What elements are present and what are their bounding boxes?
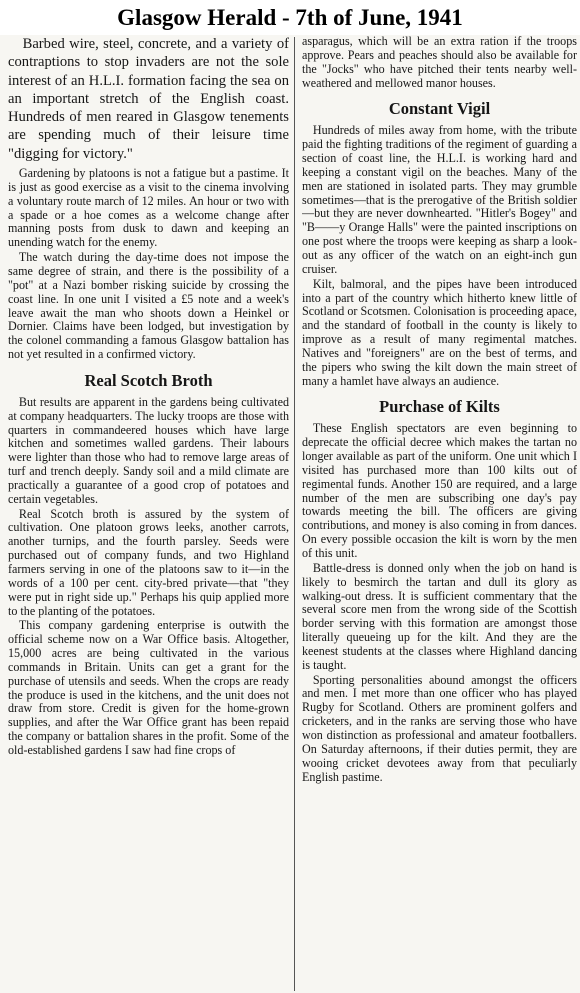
section-heading-real-scotch-broth: Real Scotch Broth	[84, 370, 213, 390]
article-paragraph: Real Scotch broth is assured by the system of cultivation. One platoon grows leeks, another carrots, another turnips, and the fourth parsley. Seeds were purchased out of company funds, and two Highland farmers serving in one of the platoons saw to it—in the words of a 100 per cent. city-bred private—that "they were put in right side up." Perhaps his quip applied more to the planting of the potatoes.	[8, 506, 289, 618]
section-heading-constant-vigil: Constant Vigil	[388, 99, 491, 119]
article-paragraph: This company gardening enterprise is outwith the official scheme now on a War Office basis. Altogether, 15,000 acres are being cultivated in the various commands in Britain. Units can get a grant for the purchase of utensils and seeds. When the crops are ready the produce is used in the kitchens, and the unit does not draw from store. Credit is given for the home-grown supplies, and after the War Office grant has been repaid the company or battalion shares in the profit. Some of the old-established gardens I saw had fine crops of	[8, 618, 289, 757]
section-heading-purchase-of-kilts: Purchase of Kilts	[379, 397, 500, 417]
column-divider	[294, 37, 295, 991]
article-paragraph: Gardening by platoons is not a fatigue but a pastime. It is just as good exercise as a visit to the cinema involving a voluntary route march of 12 miles. An hour or two with a spade or a hoe comes as a welcome change after manning posts from dusk to dawn and keeping an unending watch for the enemy.	[8, 166, 289, 250]
article-paragraph: The watch during the day-time does not impose the same degree of strain, and there is the possibility of a "pot" at a Nazi bomber risking suicide by crossing the coast line. In one unit I visited a £5 note and a week's leave await the man who shoots down a Heinkel or Dornier. Claims have been lodged, but investigation by the colonel commanding a famous Glasgow battalion has not yet resulted in a confirmed victory.	[8, 250, 289, 362]
newspaper-clipping	[0, 35, 580, 993]
lead-paragraph: Barbed wire, steel, concrete, and a variety of contraptions to stop invaders are not the sole interest of an H.L.I. formation facing the sea on an important stretch of the English coast. Hundreds of men reared in Glasgow tenements are spending much of their leisure time "digging for victory."	[8, 36, 289, 162]
article-paragraph: Battle-dress is donned only when the job on hand is likely to besmirch the tartan and dull its glory as walking-out dress. It is sufficient commentary that the several score men from the wrong side of the Scottish border serving with this formation are amongst those literally queueing up for the kilt. And they are the keenest students at the classes where Highland dancing is taught.	[302, 560, 577, 672]
article-paragraph: But results are apparent in the gardens being cultivated at company headquarters. The lucky troops are those with quarters in commandeered houses which have large kitchen and sometimes walled gardens. Their labours were lighter than those who had to remove large areas of turf and trench deeply. Sandy soil and a mild climate are practically a guarantee of a good crop of potatoes and certain vegetables.	[8, 394, 289, 506]
left-column	[8, 35, 289, 993]
article-paragraph: Sporting personalities abound amongst the officers and men. I met more than one officer who has played Rugby for Scotland. Others are prominent golfers and cricketers, and in the ranks are serving those who have won distinction as professional and amateur footballers. On Saturday afternoons, if their duties permit, they are wooing cricket devotees away from that peculiarly English pastime.	[302, 672, 577, 784]
continued-paragraph: asparagus, which will be an extra ration if the troops approve. Pears and peaches should also be available for the "Jocks" who have pitched their tents nearby well-weathered and mellowed manor houses.	[302, 35, 577, 90]
page-title: Glasgow Herald - 7th of June, 1941	[0, 0, 580, 35]
article-paragraph: Hundreds of miles away from home, with the tribute paid the fighting traditions of the regiment of guarding a section of coast line, the H.L.I. is working hard and keeping a constant vigil on the beaches. Many of the men are stationed in isolated parts. They may grumble sometimes—that is the prerogative of the British soldier—but they are never downhearted. "Hitler's Bogey" and "B——y Orange Halls" were the painted inscriptions on one post where the troops were keeping as sharp a look-out as any officer of the watch on an eight-inch gun cruiser.	[302, 123, 577, 276]
article-paragraph: Kilt, balmoral, and the pipes have been introduced into a part of the country which hitherto knew little of Scotland or Scotsmen. Colonisation is proceeding apace, and the standard of football in the county is likely to improve as a result of many regimental matches. Natives and "foreigners" are on the best of terms, and the pipers who swing the kilt down the main street of many a hamlet have always an audience.	[302, 276, 577, 388]
article-paragraph: These English spectators are even beginning to deprecate the official decree which makes the tartan no longer available as part of the uniform. One unit which I visited has purchased more than 100 kilts out of regimental funds. Another 150 are required, and a large number of the men are subscribing one day's pay towards meeting the bill. The officers are giving contributions, and money is also coming in from dances. On every possible occasion the kilt is worn by the men of this unit.	[302, 421, 577, 560]
right-column	[302, 35, 577, 993]
